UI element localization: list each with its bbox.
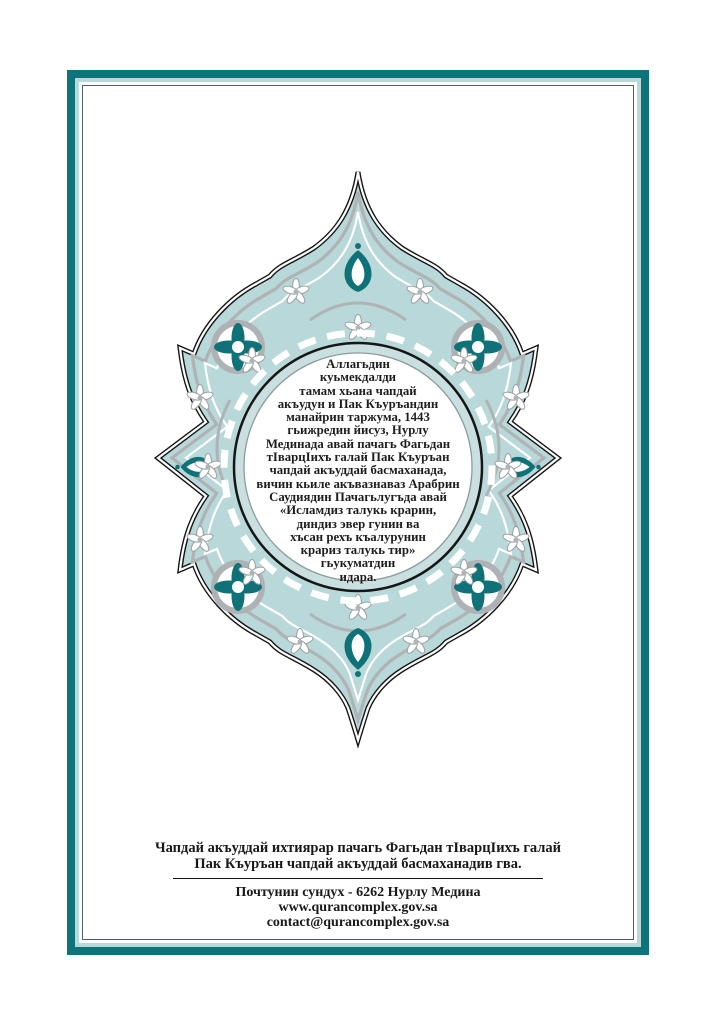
footer-divider — [173, 878, 543, 879]
medallion-text-line: вичин кьиле акъвазнаваз Арабрин — [256, 476, 460, 491]
medallion-text-line: манайрин таржума, 1443 — [286, 410, 430, 425]
footer-website: www.qurancomplex.gov.sa — [278, 899, 438, 915]
footer-imprint-block — [0, 841, 716, 930]
medallion-text-line: тӀварцӀихъ галай Пак Къуръан — [266, 450, 450, 465]
footer-email: contact@qurancomplex.gov.sa — [266, 915, 450, 930]
medallion-text-line: гьижредин йисуз, Нурлу — [287, 423, 429, 438]
medallion-text-line: чапдай акъуддай басмаханада, — [269, 463, 447, 478]
imprint-line-2: Пак Къуръан чапдай акъуддай басмаханадив гва. — [194, 855, 522, 872]
medallion-text-line: Мединада авай пачагь Фагьдан — [265, 436, 451, 451]
medallion-text-line: тамам хьана чапдай — [299, 383, 417, 398]
medallion-text-line: крариз талукь тир» — [300, 543, 416, 558]
medallion-text-line: Саудиядин Пачагьлугъда авай — [269, 489, 447, 504]
medallion-text-line: «Исламдиз талукь крарин, — [279, 503, 437, 518]
medallion-text-line: диндиз эвер гунин ва — [296, 516, 420, 531]
medallion-text-line: хъсан рехъ къалурунин — [290, 529, 426, 544]
medallion-text-block — [238, 358, 478, 584]
footer-address: Почтунин сундух - 6262 Нурлу Медина — [235, 884, 481, 900]
medallion-text-line: Аллагьдин — [326, 357, 390, 371]
medallion-text-line: идара. — [339, 569, 377, 584]
medallion-text-line: куьмекдалди — [319, 370, 397, 385]
medallion-text-line: акъудун и Пак Къуръандин — [277, 396, 439, 411]
imprint-line-1: Чапдай акъуддай ихтиярар пачагь Фагьдан тӀварцӀихъ галай — [154, 840, 562, 856]
medallion-text-line: гьукуматдин — [320, 556, 396, 571]
